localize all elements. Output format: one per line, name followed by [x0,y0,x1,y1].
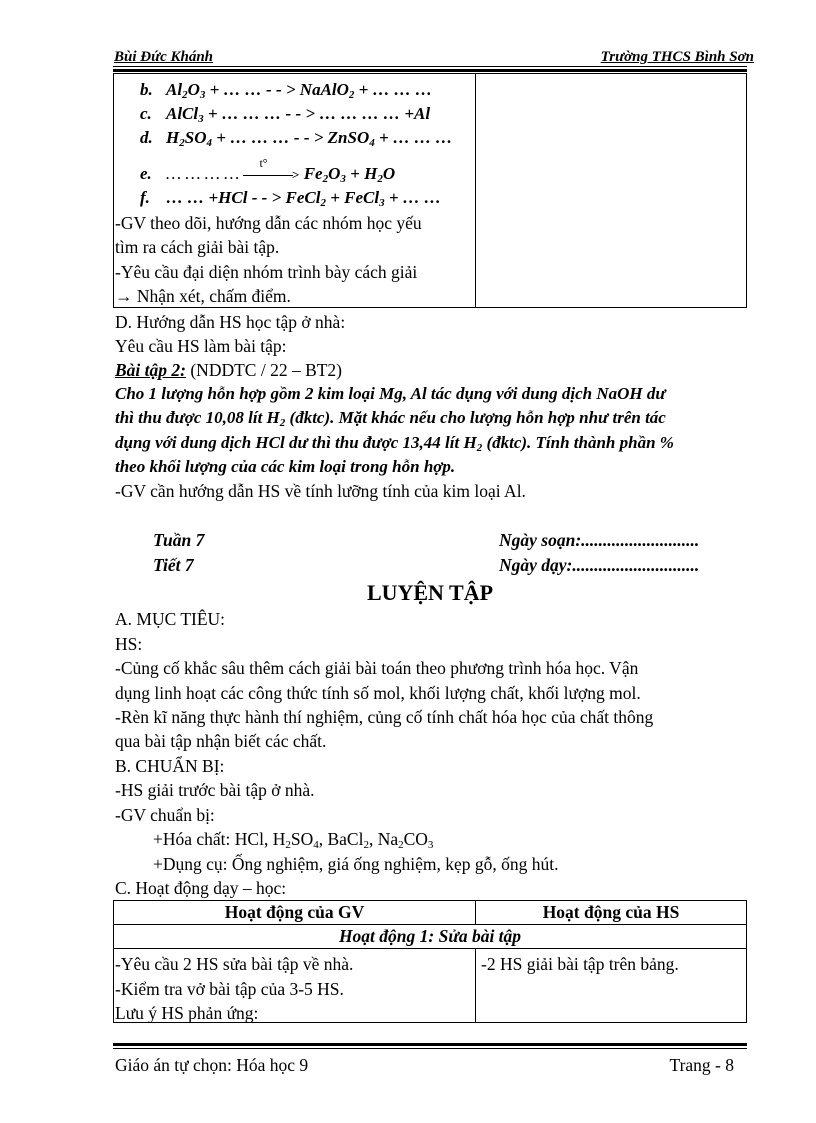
section-d-heading: D. Hướng dẫn HS học tập ở nhà: [115,312,346,332]
lesson-title: LUYỆN TẬP [366,580,494,605]
footer-page: Trang - 8 [669,1055,734,1075]
preparation-chemicals: +Hóa chất: HCl, $H_2SO_4$, BaCl$_2$, $Na_2CO_3$ [153,829,434,851]
note-line: -Yêu cầu đại diện nhóm trình bày cách giải [115,262,418,282]
exercise-title: Bài tập 2: (NDDTC / 22 – BT2) [115,360,343,380]
note-line: tìm ra cách giải bài tập. [115,237,280,257]
teacher-note: -GV cần hướng dẫn HS về tính lưỡng tính của kim loại Al. [115,481,526,501]
activities-heading: C. Hoạt động dạy – học: [115,878,287,898]
header-school: Trường THCS Bình Sơn [600,49,754,65]
problem-line: Cho 1 lượng hỗn hợp gồm 2 kim loại Mg, Al tác dụng với dung dịch NaOH dư [115,384,666,403]
hs-activity-line: -2 HS giải bài tập trên bảng. [481,954,679,974]
gv-activity-line: -Yêu cầu 2 HS sửa bài tập về nhà. [115,954,354,974]
gv-activity-line: -Kiểm tra vở bài tập của 3-5 HS. [115,979,344,999]
problem-line: dụng với dung dịch HCl dư thì thu được 13,44 lít $H_2$ (đktc). Tính thành phần % [115,433,674,454]
preparation-gv: -GV chuẩn bị: [115,805,215,825]
footer-rule-thin [113,1048,747,1049]
preparation-heading: B. CHUẨN BỊ: [115,756,225,776]
header-author: Bùi Đức Khánh [114,49,214,65]
problem-line: thì thu được 10,08 lít $H_2$ (đktc). Mặt khác nếu cho lượng hỗn hợp như trên tác [115,408,666,429]
prep-date: Ngày soạn:........................... [499,530,700,550]
reaction-e: e. … … … … t° > $Fe_2O_3 + H_2O$ [140,156,396,185]
section-d-request: Yêu cầu HS làm bài tập: [115,336,287,356]
header-rule-thick [113,69,747,72]
week-label: Tuần 7 [153,530,205,550]
header-rule-thin [113,66,747,67]
teach-date: Ngày dạy:............................. [499,555,700,575]
col-header-hs: Hoạt động của HS [476,901,747,925]
footer-rule-thick [113,1043,747,1046]
preparation-hs: -HS giải trước bài tập ở nhà. [115,780,315,800]
objectives-heading: A. MỤC TIÊU: [115,609,226,629]
note-line: → Nhận xét, chấm điểm. [115,286,291,306]
footer-left: Giáo án tự chọn: Hóa học 9 [115,1055,309,1075]
reaction-d: d. $H_2SO_4$ + … … … - - > ZnSO$_4$ + … … … [140,128,453,149]
gv-activity-line: Lưu ý HS phản ứng: [115,1003,259,1023]
activity-1-title: Hoạt động 1: Sửa bài tập [114,925,747,949]
reaction-c: c. AlCl$_3$ + … … … - - > … … … … +Al [140,104,431,125]
objectives-hs: HS: [115,634,143,654]
note-line: -GV theo dõi, hướng dẫn các nhóm học yếu [115,213,422,233]
reaction-b: b. $Al_2O_3$ + … … - - > NaAlO$_2$ + … … … [140,80,433,101]
col-header-gv: Hoạt động của GV [114,901,476,925]
objective-line: qua bài tập nhận biết các chất. [115,731,327,751]
objective-line: -Củng cố khắc sâu thêm cách giải bài toán theo phương trình hóa học. Vận [115,658,639,678]
preparation-tools: +Dụng cụ: Ống nghiệm, giá ống nghiệm, kẹp gỗ, ống hút. [153,854,559,874]
objective-line: -Rèn kĩ năng thực hành thí nghiệm, củng cố tính chất hóa học của chất thông [115,707,654,727]
objective-line: dụng linh hoạt các công thức tính số mol, khối lượng chất, khối lượng mol. [115,683,641,703]
heat-arrow-icon: t° > [243,168,299,182]
reaction-f: f. … … +HCl - - > FeCl$_2$ + FeCl$_3$ + … … [140,188,442,209]
problem-line: theo khối lượng của các kim loại trong hỗn hợp. [115,457,456,476]
period-label: Tiết 7 [153,555,194,575]
